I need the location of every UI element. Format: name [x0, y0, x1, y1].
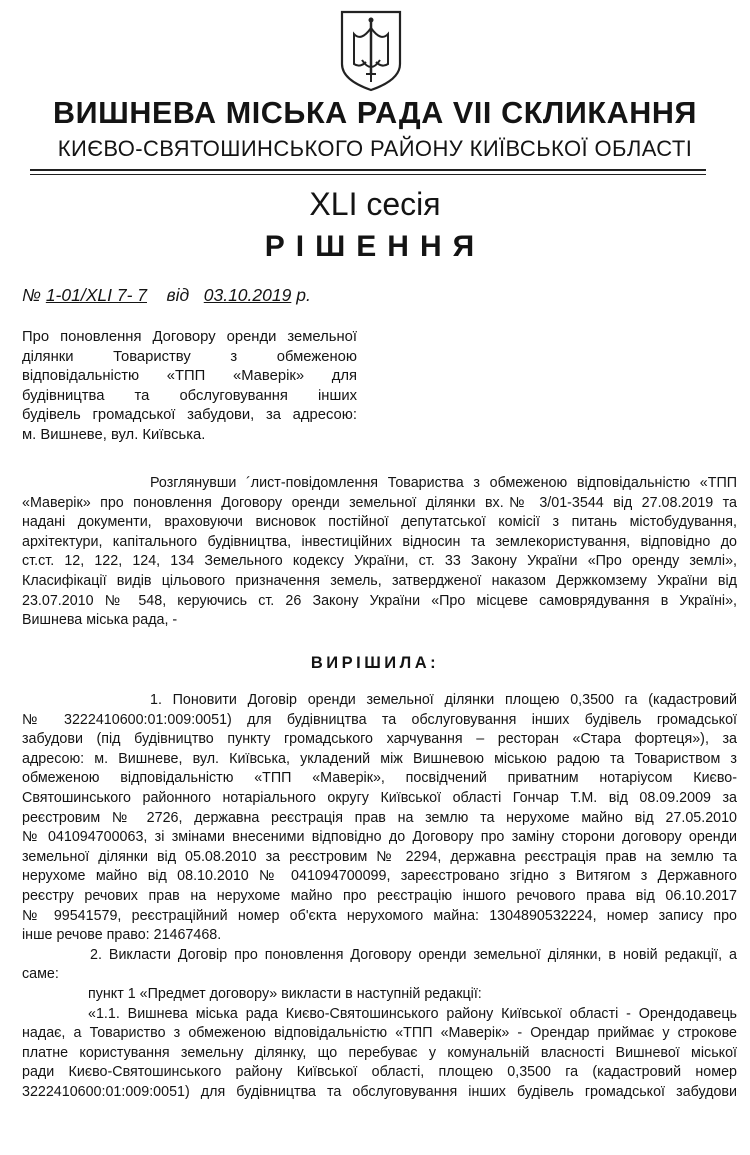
body-line: 1. Поновити Договір оренди земельної ділянки площею 0,3500 га (кадастровий — [150, 692, 737, 708]
preamble-line: ст.ст. 12, 122, 124, 134 Земельного кодексу України, ст. 33 Закону України «Про оренду землі», — [22, 553, 737, 570]
body-line: забудови (під будівництво пункту громадського харчування – ресторан «Стара фортеця»), за — [22, 731, 737, 748]
coat-of-arms-icon — [338, 8, 404, 92]
body-line: нерухоме майно від 08.10.2010 № 041094700099, зареєстровано згідно з Витягом з Державного — [22, 868, 737, 885]
decision-body — [22, 691, 737, 1102]
council-name: ВИШНЕВА МІСЬКА РАДА VII СКЛИКАННЯ — [52, 96, 698, 130]
preamble-line: Розглянувши ´лист-повідомлення Товариства з обмеженою відповідальністю «ТПП — [150, 475, 737, 491]
subject-line: відповідальністю «ТПП «Маверік» для — [22, 368, 357, 385]
date-prefix: від — [166, 285, 190, 305]
body-line: № 041094700063, зі змінами внесеними відповідно до Договору про заміну сторони договору оренди — [22, 829, 737, 846]
district-name: КИЄВО-СВЯТОШИНСЬКОГО РАЙОНУ КИЇВСЬКОЇ ОБЛАСТІ — [57, 136, 693, 161]
subject-line: будівництва та обслуговування інших — [22, 387, 357, 404]
preamble-line: «Маверік» про поновлення Договору оренди земельної ділянки вх.№ 3/01-3544 від 27.08.2019 та — [22, 494, 737, 511]
body-line: 3222410600:01:009:0051) для будівництва та обслуговування інших будівель громадської забудови — [22, 1083, 737, 1100]
subject-line: Про поновлення Договору оренди земельної — [22, 329, 357, 345]
body-line: пункт 1 «Предмет договору» викласти в наступній редакції: — [88, 985, 482, 1002]
body-line: земельної ділянки від 05.08.2010 за реєстровим № 2294, державна реєстрація прав на землю та — [22, 848, 737, 865]
decision-date: 03.10.2019 — [203, 285, 292, 305]
decision-number-line — [22, 285, 311, 306]
resolved-heading: ВИРІШИЛА: — [310, 654, 440, 672]
document-type: РІШЕННЯ — [264, 230, 486, 263]
date-suffix: р. — [296, 285, 311, 305]
body-line: 2. Викласти Договір про поновлення Договору оренди земельної ділянки, в новій редакції, а — [90, 946, 737, 963]
body-line: інше речове право: 21467468. — [22, 927, 222, 944]
preamble-line: 23.07.2010 № 548, керуючись ст. 26 Закону України «Про місцеве самоврядування в Україні», — [22, 592, 737, 609]
body-line: саме: — [22, 966, 59, 983]
body-line: платне користування земельну ділянку, що перебуває у комунальній власності Вишневої міської — [22, 1044, 737, 1061]
body-line: надає, а Товариство з обмеженою відповідальністю «ТПП «Маверік» - Орендар приймає у строкове — [22, 1025, 737, 1042]
preamble-paragraph — [22, 474, 737, 631]
number-prefix: № — [22, 285, 41, 305]
preamble-line: архітектури, капітального будівництва, інвестиційних відносин та землекористування, відповідно до — [22, 533, 737, 550]
body-line: обмеженою відповідальністю «ТПП «Маверік», посвідчений приватним нотаріусом Києво- — [22, 770, 737, 787]
session-title: XLI сесія — [309, 186, 441, 222]
header-divider-thin — [30, 174, 706, 175]
subject-line: будівель громадської забудови, за адресою: — [22, 407, 357, 424]
decision-subject — [22, 328, 357, 446]
preamble-line: надані документи, враховуючи висновок постійної депутатської комісії з питань містобудування, — [22, 514, 737, 531]
body-line: № 3222410600:01:009:0051) для будівництва та обслуговування інших будівель громадської — [22, 711, 737, 728]
body-line: № 99541579, реєстраційний номер об'єкта нерухомого майна: 1304890532224, номер запису про — [22, 907, 737, 924]
preamble-line: Вишнева міська рада, - — [22, 612, 178, 629]
body-line: реєстровим № 2726, державна реєстрація прав на землю та нерухоме майно від 27.05.2010 — [22, 809, 737, 826]
body-line: реєстру речових прав на нерухоме майно про реєстрацію іншого речового права від 06.10.2017 — [22, 887, 737, 904]
body-line: ради Києво-Святошинського району Київської області, площею 0,3500 га (кадастровий номер — [22, 1064, 737, 1081]
subject-line: ділянки Товариству з обмеженою — [22, 348, 357, 365]
header-divider — [30, 169, 706, 171]
body-line: Святошинського районного нотаріального округу Київської області Гончар Т.М. від 08.09.2009 за — [22, 789, 737, 806]
body-line: «1.1. Вишнева міська рада Києво-Святошинського району Київської області - Орендодавець — [88, 1005, 737, 1022]
preamble-line: Класифікації видів цільового призначення земель, затвердженої наказом Держкомзему України від — [22, 572, 737, 589]
subject-line: м. Вишневе, вул. Київська. — [22, 426, 206, 443]
decision-number: 1-01/XLI 7- 7 — [45, 285, 147, 305]
body-line: адресою: м. Вишневе, вул. Київська, укладений між Вишневою міською радою та Товариством з — [22, 750, 737, 767]
